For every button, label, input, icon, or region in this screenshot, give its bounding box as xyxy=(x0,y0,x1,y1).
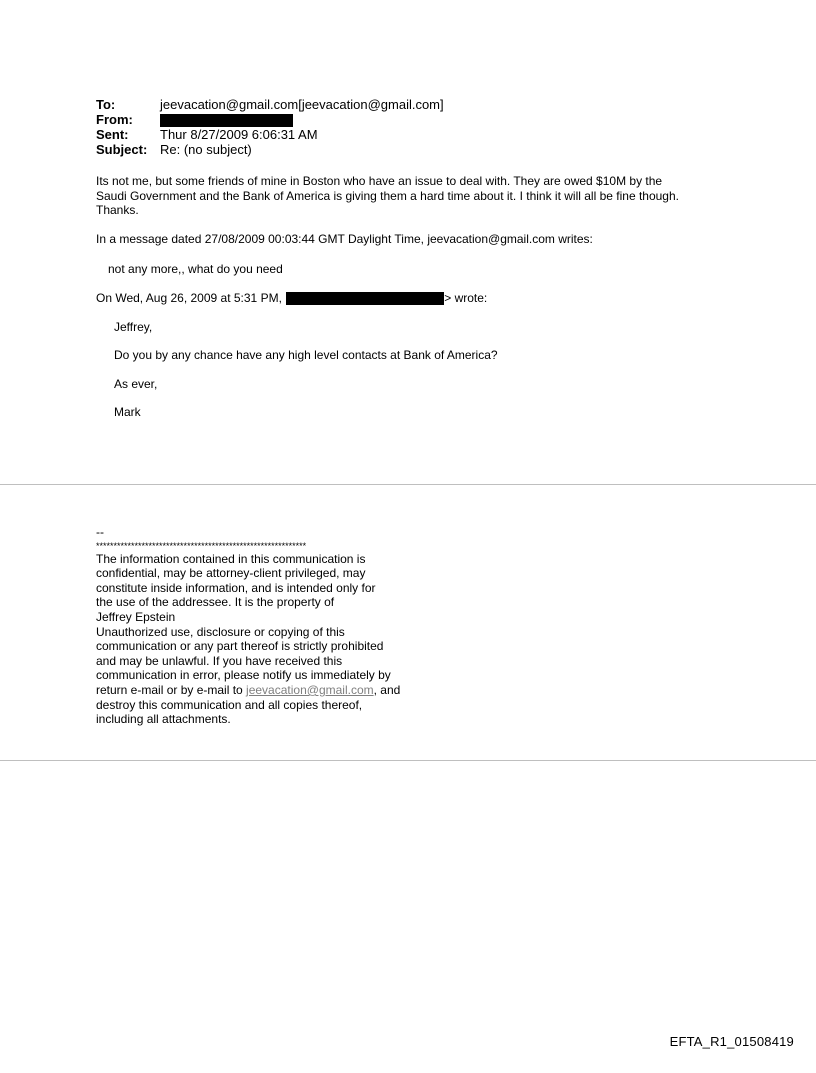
to-value: jeevacation@gmail.com[jeevacation@gmail.com] xyxy=(160,97,444,112)
message-line: Thanks. xyxy=(96,203,139,217)
from-row xyxy=(96,112,293,127)
disclaimer-line: and may be unlawful. If you have received this xyxy=(96,653,343,668)
disclaimer-line: Jeffrey Epstein xyxy=(96,609,176,624)
disclaimer-stars: ************************************************************ xyxy=(96,540,307,551)
subject-row xyxy=(96,142,252,157)
divider-rule xyxy=(0,760,816,761)
subject-value: Re: (no subject) xyxy=(160,142,252,157)
disclaimer-text: return e-mail or by e-mail to xyxy=(96,682,247,697)
confidentiality-disclaimer xyxy=(96,525,436,727)
disclaimer-line: The information contained in this communication is xyxy=(96,551,366,566)
to-row xyxy=(96,97,444,112)
disclaimer-line: the use of the addressee. It is the property of xyxy=(96,595,335,610)
message-line: Its not me, but some friends of mine in Boston who have an issue to deal with. They are owed $10M by the xyxy=(96,174,663,188)
message-paragraph xyxy=(96,174,736,218)
disclaimer-line: destroy this communication and all copies thereof, xyxy=(96,697,363,712)
sent-value: Thur 8/27/2009 6:06:31 AM xyxy=(160,127,318,142)
disclaimer-dashes: -- xyxy=(96,525,104,539)
sender-redaction xyxy=(286,292,444,305)
sent-row xyxy=(96,127,318,142)
greeting: Jeffrey, xyxy=(114,320,153,334)
message-line: Saudi Government and the Bank of America is giving them a hard time about it. I think it will all be fine though. xyxy=(96,188,679,203)
subject-label: Subject: xyxy=(96,142,148,157)
disclaimer-line: Unauthorized use, disclosure or copying of this xyxy=(96,624,345,639)
disclaimer-link-line xyxy=(96,683,436,698)
disclaimer-line: constitute inside information, and is intended only for xyxy=(96,580,376,595)
signature: Mark xyxy=(114,405,141,419)
on-date-line xyxy=(96,291,736,306)
divider-rule xyxy=(0,484,816,485)
on-date-suffix: > wrote: xyxy=(444,291,488,305)
disclaimer-line: communication or any part thereof is strictly prohibited xyxy=(96,639,384,654)
document-id: EFTA_R1_01508419 xyxy=(669,1034,794,1049)
reply-text: not any more,, what do you need xyxy=(108,262,283,276)
from-label: From: xyxy=(96,112,133,127)
disclaimer-line: communication in error, please notify us immediately by xyxy=(96,668,391,683)
disclaimer-text: , and xyxy=(373,682,401,697)
closing: As ever, xyxy=(114,377,158,391)
from-redaction xyxy=(160,114,293,127)
disclaimer-line: confidential, may be attorney-client privileged, may xyxy=(96,566,366,581)
to-label: To: xyxy=(96,97,116,112)
sent-label: Sent: xyxy=(96,127,129,142)
on-date-prefix: On Wed, Aug 26, 2009 at 5:31 PM, xyxy=(96,291,282,305)
email-link[interactable]: jeevacation@gmail.com xyxy=(246,682,374,697)
disclaimer-line: including all attachments. xyxy=(96,712,231,727)
quote-intro: In a message dated 27/08/2009 00:03:44 GMT Daylight Time, jeevacation@gmail.com writes: xyxy=(96,232,593,246)
question: Do you by any chance have any high level contacts at Bank of America? xyxy=(114,348,498,362)
